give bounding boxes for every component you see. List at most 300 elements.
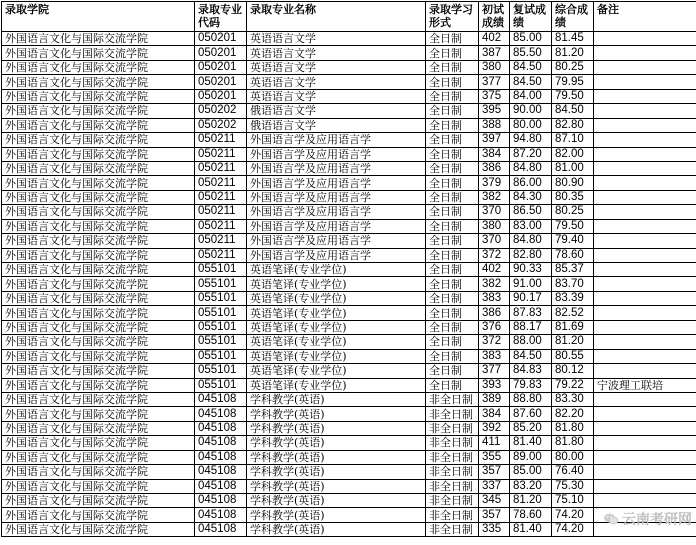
cell-remarks xyxy=(594,133,696,147)
cell-initial-score: 382 xyxy=(479,277,510,291)
table-row xyxy=(2,205,696,219)
cell-study-mode: 全日制 xyxy=(426,118,479,132)
cell-major-code: 050211 xyxy=(195,176,247,190)
cell-retest-score: 78.60 xyxy=(510,508,552,522)
cell-college: 外国语言文化与国际交流学院 xyxy=(2,263,195,277)
cell-college: 外国语言文化与国际交流学院 xyxy=(2,349,195,363)
cell-initial-score: 337 xyxy=(479,479,510,493)
cell-major-code: 050202 xyxy=(195,104,247,118)
cell-college: 外国语言文化与国际交流学院 xyxy=(2,378,195,392)
table-row xyxy=(2,479,696,493)
cell-major-name: 外国语言学及应用语言学 xyxy=(247,248,426,262)
cell-initial-score: 380 xyxy=(479,60,510,74)
cell-college: 外国语言文化与国际交流学院 xyxy=(2,104,195,118)
table-row xyxy=(2,407,696,421)
table-row xyxy=(2,378,696,392)
cell-remarks xyxy=(594,190,696,204)
cell-initial-score: 370 xyxy=(479,234,510,248)
cell-college: 外国语言文化与国际交流学院 xyxy=(2,205,195,219)
cell-major-code: 045108 xyxy=(195,450,247,464)
cell-major-name: 外国语言学及应用语言学 xyxy=(247,133,426,147)
cell-initial-score: 393 xyxy=(479,378,510,392)
cell-initial-score: 372 xyxy=(479,248,510,262)
cell-retest-score: 94.80 xyxy=(510,133,552,147)
cell-major-name: 学科教学(英语) xyxy=(247,508,426,522)
cell-retest-score: 82.80 xyxy=(510,248,552,262)
cell-total-score: 82.20 xyxy=(552,407,594,421)
cell-college: 外国语言文化与国际交流学院 xyxy=(2,392,195,406)
cell-remarks xyxy=(594,364,696,378)
cell-remarks xyxy=(594,407,696,421)
table-row xyxy=(2,421,696,435)
cell-college: 外国语言文化与国际交流学院 xyxy=(2,479,195,493)
cell-study-mode: 非全日制 xyxy=(426,450,479,464)
admission-table xyxy=(1,1,696,537)
cell-college: 外国语言文化与国际交流学院 xyxy=(2,147,195,161)
header-college: 录取学院 xyxy=(2,2,195,32)
cell-major-name: 英语语言文学 xyxy=(247,60,426,74)
cell-initial-score: 402 xyxy=(479,32,510,46)
cell-initial-score: 355 xyxy=(479,450,510,464)
cell-total-score: 75.10 xyxy=(552,494,594,508)
cell-major-name: 英语笔译(专业学位) xyxy=(247,378,426,392)
cell-total-score: 79.50 xyxy=(552,219,594,233)
cell-college: 外国语言文化与国际交流学院 xyxy=(2,335,195,349)
cell-initial-score: 370 xyxy=(479,205,510,219)
cell-major-name: 学科教学(英语) xyxy=(247,421,426,435)
cell-initial-score: 386 xyxy=(479,161,510,175)
cell-major-code: 045108 xyxy=(195,392,247,406)
cell-study-mode: 非全日制 xyxy=(426,508,479,522)
cell-initial-score: 335 xyxy=(479,522,510,536)
cell-total-score: 84.50 xyxy=(552,104,594,118)
header-major-code: 录取专业代码 xyxy=(195,2,247,32)
cell-major-name: 英语笔译(专业学位) xyxy=(247,335,426,349)
cell-major-name: 外国语言学及应用语言学 xyxy=(247,234,426,248)
cell-retest-score: 84.80 xyxy=(510,234,552,248)
cell-college: 外国语言文化与国际交流学院 xyxy=(2,320,195,334)
cell-retest-score: 90.00 xyxy=(510,104,552,118)
cell-total-score: 79.95 xyxy=(552,75,594,89)
cell-study-mode: 非全日制 xyxy=(426,522,479,536)
cell-retest-score: 88.00 xyxy=(510,335,552,349)
cell-initial-score: 384 xyxy=(479,147,510,161)
table-row xyxy=(2,32,696,46)
table-row xyxy=(2,392,696,406)
cell-remarks xyxy=(594,32,696,46)
cell-major-code: 045108 xyxy=(195,522,247,536)
cell-retest-score: 84.50 xyxy=(510,349,552,363)
cell-college: 外国语言文化与国际交流学院 xyxy=(2,190,195,204)
cell-major-code: 055101 xyxy=(195,263,247,277)
cell-major-name: 学科教学(英语) xyxy=(247,392,426,406)
cell-major-name: 外国语言学及应用语言学 xyxy=(247,161,426,175)
cell-major-name: 学科教学(英语) xyxy=(247,465,426,479)
table-row xyxy=(2,450,696,464)
cell-study-mode: 全日制 xyxy=(426,60,479,74)
cell-major-name: 外国语言学及应用语言学 xyxy=(247,176,426,190)
cell-initial-score: 383 xyxy=(479,291,510,305)
cell-remarks xyxy=(594,147,696,161)
table-header-row xyxy=(2,2,696,32)
cell-retest-score: 84.83 xyxy=(510,364,552,378)
cell-total-score: 78.60 xyxy=(552,248,594,262)
cell-college: 外国语言文化与国际交流学院 xyxy=(2,219,195,233)
cell-study-mode: 全日制 xyxy=(426,234,479,248)
cell-major-code: 045108 xyxy=(195,479,247,493)
cell-study-mode: 非全日制 xyxy=(426,436,479,450)
cell-study-mode: 全日制 xyxy=(426,32,479,46)
cell-college: 外国语言文化与国际交流学院 xyxy=(2,234,195,248)
cell-remarks xyxy=(594,219,696,233)
cell-study-mode: 全日制 xyxy=(426,147,479,161)
cell-study-mode: 全日制 xyxy=(426,104,479,118)
cell-remarks xyxy=(594,46,696,60)
table-row xyxy=(2,147,696,161)
cell-major-name: 英语语言文学 xyxy=(247,32,426,46)
cell-initial-score: 389 xyxy=(479,392,510,406)
cell-total-score: 81.80 xyxy=(552,421,594,435)
cell-study-mode: 全日制 xyxy=(426,291,479,305)
cell-retest-score: 84.50 xyxy=(510,60,552,74)
cell-initial-score: 345 xyxy=(479,494,510,508)
table-row xyxy=(2,436,696,450)
table-row xyxy=(2,219,696,233)
cell-retest-score: 85.00 xyxy=(510,32,552,46)
cell-initial-score: 376 xyxy=(479,320,510,334)
table-row xyxy=(2,190,696,204)
cell-college: 外国语言文化与国际交流学院 xyxy=(2,161,195,175)
cell-study-mode: 非全日制 xyxy=(426,465,479,479)
wechat-icon xyxy=(603,511,619,527)
cell-retest-score: 79.83 xyxy=(510,378,552,392)
cell-study-mode: 全日制 xyxy=(426,161,479,175)
cell-total-score: 83.39 xyxy=(552,291,594,305)
cell-retest-score: 86.00 xyxy=(510,176,552,190)
cell-total-score: 82.00 xyxy=(552,147,594,161)
cell-major-name: 学科教学(英语) xyxy=(247,450,426,464)
cell-remarks xyxy=(594,465,696,479)
cell-initial-score: 392 xyxy=(479,421,510,435)
cell-study-mode: 全日制 xyxy=(426,335,479,349)
cell-study-mode: 全日制 xyxy=(426,349,479,363)
cell-major-code: 050211 xyxy=(195,205,247,219)
cell-college: 外国语言文化与国际交流学院 xyxy=(2,522,195,536)
cell-college: 外国语言文化与国际交流学院 xyxy=(2,46,195,60)
cell-major-code: 055101 xyxy=(195,306,247,320)
cell-remarks xyxy=(594,392,696,406)
cell-major-name: 学科教学(英语) xyxy=(247,479,426,493)
watermark xyxy=(603,509,692,529)
header-major-name: 录取专业名称 xyxy=(247,2,426,32)
cell-total-score: 81.20 xyxy=(552,46,594,60)
cell-college: 外国语言文化与国际交流学院 xyxy=(2,508,195,522)
table-row xyxy=(2,306,696,320)
cell-major-name: 外国语言学及应用语言学 xyxy=(247,205,426,219)
cell-major-name: 学科教学(英语) xyxy=(247,522,426,536)
cell-retest-score: 83.00 xyxy=(510,219,552,233)
cell-major-code: 050211 xyxy=(195,234,247,248)
cell-remarks xyxy=(594,306,696,320)
cell-total-score: 80.00 xyxy=(552,450,594,464)
cell-retest-score: 87.20 xyxy=(510,147,552,161)
cell-study-mode: 全日制 xyxy=(426,89,479,103)
cell-remarks xyxy=(594,118,696,132)
cell-total-score: 74.20 xyxy=(552,522,594,536)
cell-remarks xyxy=(594,205,696,219)
cell-retest-score: 81.40 xyxy=(510,436,552,450)
cell-study-mode: 全日制 xyxy=(426,277,479,291)
cell-college: 外国语言文化与国际交流学院 xyxy=(2,407,195,421)
cell-remarks xyxy=(594,248,696,262)
cell-study-mode: 全日制 xyxy=(426,248,479,262)
cell-major-code: 050201 xyxy=(195,89,247,103)
table-row xyxy=(2,494,696,508)
cell-study-mode: 全日制 xyxy=(426,205,479,219)
cell-retest-score: 81.40 xyxy=(510,522,552,536)
table-row xyxy=(2,248,696,262)
table-row xyxy=(2,104,696,118)
cell-college: 外国语言文化与国际交流学院 xyxy=(2,277,195,291)
cell-total-score: 81.00 xyxy=(552,161,594,175)
cell-retest-score: 89.00 xyxy=(510,450,552,464)
cell-major-name: 英语笔译(专业学位) xyxy=(247,263,426,277)
cell-initial-score: 380 xyxy=(479,219,510,233)
cell-retest-score: 83.20 xyxy=(510,479,552,493)
cell-remarks xyxy=(594,320,696,334)
cell-total-score: 74.20 xyxy=(552,508,594,522)
cell-major-code: 045108 xyxy=(195,494,247,508)
cell-remarks xyxy=(594,234,696,248)
cell-retest-score: 84.00 xyxy=(510,89,552,103)
cell-remarks: 宁波理工联培 xyxy=(594,378,696,392)
cell-major-code: 050211 xyxy=(195,248,247,262)
cell-total-score: 80.25 xyxy=(552,60,594,74)
cell-initial-score: 382 xyxy=(479,190,510,204)
table-row xyxy=(2,60,696,74)
cell-college: 外国语言文化与国际交流学院 xyxy=(2,306,195,320)
cell-major-name: 外国语言学及应用语言学 xyxy=(247,219,426,233)
cell-study-mode: 全日制 xyxy=(426,263,479,277)
cell-major-name: 学科教学(英语) xyxy=(247,494,426,508)
cell-major-code: 045108 xyxy=(195,465,247,479)
cell-initial-score: 387 xyxy=(479,46,510,60)
cell-major-code: 050201 xyxy=(195,75,247,89)
cell-study-mode: 全日制 xyxy=(426,75,479,89)
cell-college: 外国语言文化与国际交流学院 xyxy=(2,118,195,132)
cell-total-score: 79.22 xyxy=(552,378,594,392)
watermark-text: 云南考研网 xyxy=(622,512,692,528)
cell-major-code: 055101 xyxy=(195,291,247,305)
cell-retest-score: 91.00 xyxy=(510,277,552,291)
cell-major-name: 英语语言文学 xyxy=(247,75,426,89)
cell-major-code: 050201 xyxy=(195,60,247,74)
cell-total-score: 81.69 xyxy=(552,320,594,334)
cell-major-code: 050202 xyxy=(195,118,247,132)
cell-retest-score: 88.17 xyxy=(510,320,552,334)
cell-total-score: 80.25 xyxy=(552,205,594,219)
cell-study-mode: 全日制 xyxy=(426,46,479,60)
table-row xyxy=(2,522,696,536)
cell-study-mode: 全日制 xyxy=(426,306,479,320)
cell-college: 外国语言文化与国际交流学院 xyxy=(2,60,195,74)
table-row xyxy=(2,263,696,277)
cell-major-code: 050211 xyxy=(195,190,247,204)
cell-initial-score: 386 xyxy=(479,306,510,320)
cell-remarks xyxy=(594,176,696,190)
cell-retest-score: 84.80 xyxy=(510,161,552,175)
cell-initial-score: 375 xyxy=(479,89,510,103)
cell-retest-score: 88.80 xyxy=(510,392,552,406)
cell-initial-score: 383 xyxy=(479,349,510,363)
table-row xyxy=(2,320,696,334)
cell-college: 外国语言文化与国际交流学院 xyxy=(2,248,195,262)
cell-retest-score: 84.50 xyxy=(510,75,552,89)
cell-remarks xyxy=(594,450,696,464)
cell-major-code: 050211 xyxy=(195,219,247,233)
cell-study-mode: 非全日制 xyxy=(426,421,479,435)
cell-total-score: 85.37 xyxy=(552,263,594,277)
cell-initial-score: 357 xyxy=(479,508,510,522)
cell-major-code: 055101 xyxy=(195,335,247,349)
table-row xyxy=(2,46,696,60)
cell-study-mode: 非全日制 xyxy=(426,494,479,508)
cell-major-code: 055101 xyxy=(195,378,247,392)
cell-major-name: 英语笔译(专业学位) xyxy=(247,320,426,334)
cell-study-mode: 全日制 xyxy=(426,190,479,204)
cell-major-code: 050211 xyxy=(195,161,247,175)
cell-college: 外国语言文化与国际交流学院 xyxy=(2,176,195,190)
table-row xyxy=(2,349,696,363)
cell-remarks xyxy=(594,104,696,118)
cell-major-code: 055101 xyxy=(195,320,247,334)
cell-retest-score: 85.20 xyxy=(510,421,552,435)
cell-college: 外国语言文化与国际交流学院 xyxy=(2,75,195,89)
cell-major-code: 055101 xyxy=(195,277,247,291)
cell-retest-score: 81.20 xyxy=(510,494,552,508)
cell-total-score: 83.70 xyxy=(552,277,594,291)
header-study-mode: 录取学习形式 xyxy=(426,2,479,32)
cell-major-code: 045108 xyxy=(195,407,247,421)
table-body xyxy=(2,32,696,537)
cell-total-score: 81.80 xyxy=(552,436,594,450)
table-row xyxy=(2,291,696,305)
cell-remarks xyxy=(594,479,696,493)
cell-college: 外国语言文化与国际交流学院 xyxy=(2,364,195,378)
table-row xyxy=(2,465,696,479)
cell-remarks xyxy=(594,349,696,363)
cell-initial-score: 411 xyxy=(479,436,510,450)
cell-study-mode: 全日制 xyxy=(426,219,479,233)
cell-total-score: 80.90 xyxy=(552,176,594,190)
cell-college: 外国语言文化与国际交流学院 xyxy=(2,32,195,46)
cell-major-name: 英语笔译(专业学位) xyxy=(247,349,426,363)
cell-major-code: 055101 xyxy=(195,349,247,363)
table-row xyxy=(2,335,696,349)
cell-retest-score: 87.83 xyxy=(510,306,552,320)
table-row xyxy=(2,133,696,147)
cell-study-mode: 非全日制 xyxy=(426,407,479,421)
cell-college: 外国语言文化与国际交流学院 xyxy=(2,436,195,450)
cell-initial-score: 377 xyxy=(479,75,510,89)
cell-remarks xyxy=(594,75,696,89)
cell-retest-score: 84.30 xyxy=(510,190,552,204)
cell-retest-score: 85.50 xyxy=(510,46,552,60)
cell-major-code: 045108 xyxy=(195,421,247,435)
cell-study-mode: 全日制 xyxy=(426,378,479,392)
cell-remarks xyxy=(594,335,696,349)
cell-major-code: 050211 xyxy=(195,147,247,161)
cell-major-name: 外国语言学及应用语言学 xyxy=(247,190,426,204)
table-row xyxy=(2,118,696,132)
cell-initial-score: 395 xyxy=(479,104,510,118)
cell-college: 外国语言文化与国际交流学院 xyxy=(2,89,195,103)
cell-total-score: 80.12 xyxy=(552,364,594,378)
cell-remarks xyxy=(594,494,696,508)
cell-major-name: 外国语言学及应用语言学 xyxy=(247,147,426,161)
cell-total-score: 79.40 xyxy=(552,234,594,248)
table-row xyxy=(2,277,696,291)
table-row xyxy=(2,364,696,378)
table-row xyxy=(2,161,696,175)
cell-total-score: 82.52 xyxy=(552,306,594,320)
cell-initial-score: 388 xyxy=(479,118,510,132)
cell-major-name: 英语笔译(专业学位) xyxy=(247,364,426,378)
cell-remarks xyxy=(594,60,696,74)
cell-major-code: 050201 xyxy=(195,32,247,46)
cell-retest-score: 80.00 xyxy=(510,118,552,132)
cell-total-score: 87.10 xyxy=(552,133,594,147)
cell-major-name: 俄语语言文学 xyxy=(247,118,426,132)
cell-initial-score: 402 xyxy=(479,263,510,277)
cell-major-name: 俄语语言文学 xyxy=(247,104,426,118)
cell-total-score: 80.55 xyxy=(552,349,594,363)
cell-remarks xyxy=(594,291,696,305)
cell-study-mode: 非全日制 xyxy=(426,479,479,493)
cell-retest-score: 85.00 xyxy=(510,465,552,479)
cell-total-score: 75.30 xyxy=(552,479,594,493)
cell-remarks xyxy=(594,277,696,291)
cell-remarks xyxy=(594,161,696,175)
cell-initial-score: 377 xyxy=(479,364,510,378)
cell-remarks xyxy=(594,436,696,450)
cell-initial-score: 379 xyxy=(479,176,510,190)
table-row xyxy=(2,75,696,89)
cell-retest-score: 86.50 xyxy=(510,205,552,219)
cell-total-score: 81.45 xyxy=(552,32,594,46)
cell-major-name: 学科教学(英语) xyxy=(247,436,426,450)
cell-major-name: 英语语言文学 xyxy=(247,46,426,60)
cell-major-name: 英语语言文学 xyxy=(247,89,426,103)
cell-major-code: 050201 xyxy=(195,46,247,60)
cell-major-name: 英语笔译(专业学位) xyxy=(247,291,426,305)
cell-major-name: 学科教学(英语) xyxy=(247,407,426,421)
cell-college: 外国语言文化与国际交流学院 xyxy=(2,291,195,305)
cell-major-code: 045108 xyxy=(195,436,247,450)
cell-total-score: 76.40 xyxy=(552,465,594,479)
cell-initial-score: 357 xyxy=(479,465,510,479)
cell-major-name: 英语笔译(专业学位) xyxy=(247,277,426,291)
cell-total-score: 82.80 xyxy=(552,118,594,132)
header-initial-score: 初试成绩 xyxy=(479,2,510,32)
table-row xyxy=(2,176,696,190)
cell-remarks xyxy=(594,421,696,435)
header-remarks: 备注 xyxy=(594,2,696,32)
cell-initial-score: 384 xyxy=(479,407,510,421)
cell-major-name: 英语笔译(专业学位) xyxy=(247,306,426,320)
cell-total-score: 81.20 xyxy=(552,335,594,349)
cell-major-code: 055101 xyxy=(195,364,247,378)
